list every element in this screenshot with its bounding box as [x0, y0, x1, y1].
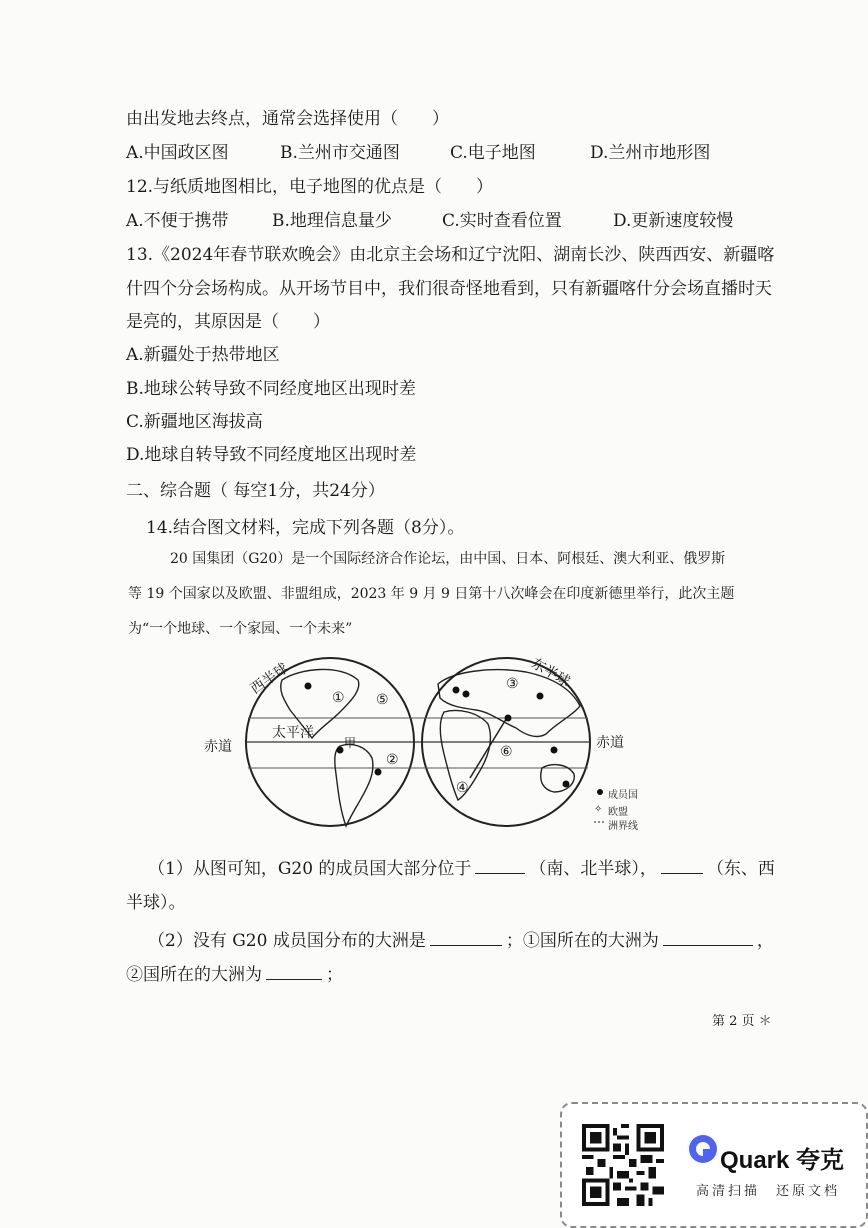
answer-blank-hemisphere-ns[interactable] [475, 857, 525, 874]
q14-sub1-text-c: （东、西 [706, 859, 775, 879]
q13-stem-line3: 是亮的，其原因是（ ） [126, 312, 330, 332]
pacific-label: 太平洋 [272, 725, 314, 741]
q14-sub1-line1 [148, 854, 775, 879]
q14-sub2-line1 [148, 926, 774, 951]
q14-sub1-text-b: （南、北半球）， [529, 859, 657, 879]
marker-3: ③ [506, 676, 519, 692]
q12-option-a: A.不便于携带 [126, 211, 229, 231]
legend-eu: 欧盟 [608, 807, 628, 818]
member-dot [505, 715, 512, 722]
q12-option-d: D.更新速度较慢 [613, 211, 734, 231]
south-america-outline [335, 745, 373, 827]
marker-4: ④ [456, 780, 469, 796]
member-dot [551, 747, 558, 754]
east-hemisphere-label: 东半球 [528, 655, 573, 691]
member-dot [563, 781, 570, 788]
answer-blank-continent-2[interactable] [266, 963, 322, 980]
page-number: 第 2 页 ＊ [712, 1014, 772, 1029]
legend-member: 成员国 [608, 790, 638, 801]
answer-blank-continent-none[interactable] [430, 929, 502, 946]
q11-option-a: A.中国政区图 [126, 143, 229, 163]
q12-option-b: B.地理信息量少 [272, 211, 392, 231]
q12-option-c: C.实时查看位置 [442, 211, 562, 231]
q13-option-d: D.地球自转导致不同经度地区出现时差 [126, 445, 417, 465]
q12-stem: 12.与纸质地图相比，电子地图的优点是（ ） [126, 177, 494, 197]
q14-sub2-text-a: （2）没有 G20 成员国分布的大洲是 [148, 931, 426, 951]
q14-sub2-text-d: ②国所在的大洲为 [126, 965, 262, 985]
q14-sub1-text-a: （1）从图可知，G20 的成员国大部分位于 [148, 859, 472, 879]
west-hemisphere-label: 西半球 [247, 660, 292, 698]
jia-label: 甲 [344, 736, 357, 750]
q11-option-c: C.电子地图 [450, 143, 536, 163]
legend-boundary: 洲界线 [608, 821, 638, 832]
q14-material-line3: 为“一个地球、一个家园、一个未来” [128, 621, 353, 637]
q14-sub2-text-e: ； [326, 965, 343, 985]
member-dot [537, 693, 544, 700]
member-dot [375, 769, 382, 776]
q14-sub2-line2 [126, 960, 343, 985]
q14-stem: 14.结合图文材料，完成下列各题（8分）。 [146, 518, 465, 538]
marker-2: ② [386, 752, 399, 768]
member-dot [453, 687, 460, 694]
legend-member-dot-icon [597, 789, 603, 795]
q14-sub2-text-b: ；①国所在的大洲为 [505, 931, 659, 951]
equator-right-label: 赤道 [596, 735, 624, 751]
australia-outline [541, 765, 575, 792]
quark-scan-badge[interactable] [560, 1102, 868, 1228]
equator-left-label: 赤道 [204, 739, 232, 755]
qr-code-icon[interactable] [582, 1124, 664, 1206]
answer-blank-hemisphere-ew[interactable] [661, 857, 703, 874]
q11-option-d: D.兰州市地形图 [590, 143, 711, 163]
q14-sub2-text-c: ， [756, 931, 774, 951]
member-dot [337, 747, 344, 754]
quark-slogan-text: 高清扫描 还原文档 [696, 1183, 841, 1198]
section2-heading: 二、综合题（ 每空1分，共24分） [126, 481, 385, 501]
quark-brand-text: Quark 夸克 [720, 1147, 845, 1174]
q13-stem-line1: 13.《2024年春节联欢晚会》由北京主会场和辽宁沈阳、湖南长沙、陕西西安、新疆喀 [126, 245, 775, 265]
member-dot [305, 683, 312, 690]
q14-material-line2: 等 19 个国家以及欧盟、非盟组成，2023 年 9 月 9 日第十八次峰会在印度新德里举行，此次主题 [128, 586, 735, 602]
q13-option-b: B.地球公转导致不同经度地区出现时差 [126, 379, 416, 399]
q11-stem-tail: 由出发地去终点，通常会选择使用（ ） [126, 109, 449, 129]
marker-6: ⑥ [500, 744, 513, 760]
answer-blank-continent-1[interactable] [663, 929, 753, 946]
legend-eu-star-icon: ✧ [594, 804, 603, 815]
q14-material-line1: 20 国集团（G20）是一个国际经济合作论坛，由中国、日本、阿根廷、澳大利亚、俄罗斯 [170, 551, 726, 567]
g20-world-map [190, 650, 640, 840]
marker-5: ⑤ [376, 692, 389, 708]
member-dot [463, 691, 470, 698]
q13-stem-line2: 什四个分会场构成。从开场节目中，我们很奇怪地看到，只有新疆喀什分会场直播时天 [126, 279, 772, 299]
q11-option-b: B.兰州市交通图 [280, 143, 400, 163]
q13-option-a: A.新疆处于热带地区 [126, 345, 280, 365]
quark-logo-icon [688, 1134, 718, 1164]
q14-sub1-text-d: 半球）。 [126, 893, 186, 913]
marker-1: ① [332, 690, 345, 706]
q13-option-c: C.新疆地区海拔高 [126, 412, 263, 432]
